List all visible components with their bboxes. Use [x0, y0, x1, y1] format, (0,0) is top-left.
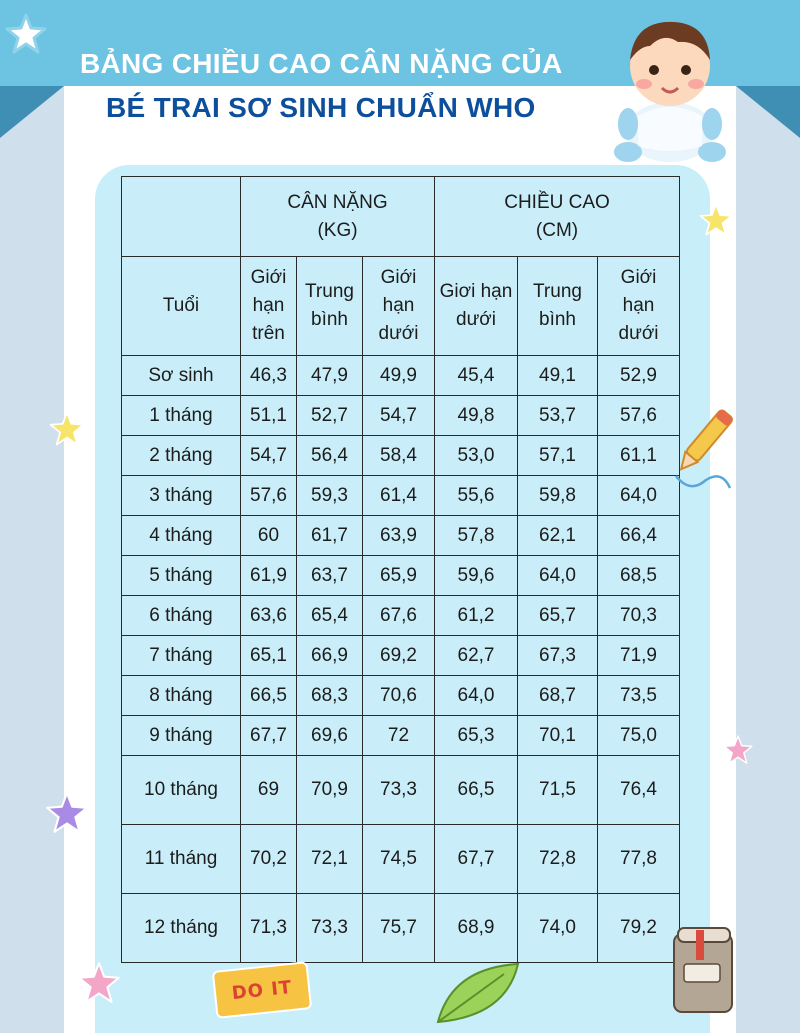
- height-lower-cell-a: 49,8: [435, 396, 518, 436]
- weight-upper-limit-header: Giới hạn trên: [241, 257, 297, 356]
- height-average-cell: 71,5: [518, 756, 598, 825]
- height-lower-cell-b: 61,1: [598, 436, 680, 476]
- height-average-header: Trung bình: [518, 257, 598, 356]
- table-row: [122, 756, 680, 825]
- height-lower-cell-a: 53,0: [435, 436, 518, 476]
- pen-icon: [666, 404, 736, 496]
- corner-cell: [122, 177, 241, 257]
- weight-upper-cell: 60: [241, 516, 297, 556]
- height-average-cell: 57,1: [518, 436, 598, 476]
- table-row: [122, 676, 680, 716]
- height-lower-cell-a: 62,7: [435, 636, 518, 676]
- height-lower-cell-a: 61,2: [435, 596, 518, 636]
- age-cell: 2 tháng: [122, 436, 241, 476]
- weight-average-cell: 59,3: [297, 476, 363, 516]
- height-lower-cell-b: 52,9: [598, 356, 680, 396]
- weight-upper-cell: 57,6: [241, 476, 297, 516]
- weight-average-cell: 72,1: [297, 825, 363, 894]
- weight-average-cell: 56,4: [297, 436, 363, 476]
- page-title-line-1: BẢNG CHIỀU CAO CÂN NẶNG CỦA: [80, 48, 563, 79]
- height-lower-cell-b: 70,3: [598, 596, 680, 636]
- age-cell: 10 tháng: [122, 756, 241, 825]
- table-row: [122, 716, 680, 756]
- weight-upper-cell: 70,2: [241, 825, 297, 894]
- star-icon: [44, 790, 90, 836]
- height-average-cell: 62,1: [518, 516, 598, 556]
- age-column-header: Tuổi: [122, 257, 241, 356]
- weight-upper-cell: 63,6: [241, 596, 297, 636]
- height-lower-limit-header-b: Giới hạn dưới: [598, 257, 680, 356]
- age-cell: 7 tháng: [122, 636, 241, 676]
- weight-lower-cell: 65,9: [363, 556, 435, 596]
- do-it-sticker-icon: DO IT: [212, 961, 312, 1019]
- height-average-cell: 64,0: [518, 556, 598, 596]
- weight-average-cell: 65,4: [297, 596, 363, 636]
- weight-lower-cell: 70,6: [363, 676, 435, 716]
- height-lower-cell-b: 68,5: [598, 556, 680, 596]
- height-lower-cell-a: 59,6: [435, 556, 518, 596]
- header-band-fold-right: [736, 86, 800, 138]
- height-lower-cell-a: 68,9: [435, 894, 518, 963]
- weight-upper-cell: 69: [241, 756, 297, 825]
- leaf-icon: [432, 958, 524, 1028]
- weight-group-header: CÂN NẶNG (KG): [241, 177, 435, 257]
- table-row: [122, 556, 680, 596]
- age-cell: Sơ sinh: [122, 356, 241, 396]
- height-average-cell: 72,8: [518, 825, 598, 894]
- weight-average-cell: 70,9: [297, 756, 363, 825]
- height-lower-cell-b: 76,4: [598, 756, 680, 825]
- age-cell: 9 tháng: [122, 716, 241, 756]
- height-lower-cell-a: 65,3: [435, 716, 518, 756]
- height-average-cell: 70,1: [518, 716, 598, 756]
- height-lower-cell-a: 57,8: [435, 516, 518, 556]
- table-row: [122, 596, 680, 636]
- weight-lower-cell: 74,5: [363, 825, 435, 894]
- star-icon: [76, 960, 122, 1006]
- book-icon: [668, 924, 740, 1016]
- weight-upper-cell: 54,7: [241, 436, 297, 476]
- weight-lower-cell: 75,7: [363, 894, 435, 963]
- star-icon: [698, 202, 734, 238]
- height-lower-limit-header-a: Giơi hạn dưới: [435, 257, 518, 356]
- table-row: [122, 825, 680, 894]
- weight-lower-cell: 72: [363, 716, 435, 756]
- height-lower-cell-a: 66,5: [435, 756, 518, 825]
- weight-lower-cell: 54,7: [363, 396, 435, 436]
- table-row: [122, 516, 680, 556]
- height-lower-cell-b: 64,0: [598, 476, 680, 516]
- age-cell: 4 tháng: [122, 516, 241, 556]
- height-average-cell: 67,3: [518, 636, 598, 676]
- height-average-cell: 59,8: [518, 476, 598, 516]
- star-icon: [48, 410, 86, 448]
- table-body: [122, 356, 680, 963]
- weight-lower-cell: 73,3: [363, 756, 435, 825]
- weight-average-cell: 69,6: [297, 716, 363, 756]
- table-row: [122, 636, 680, 676]
- page-title-line-2: BÉ TRAI SƠ SINH CHUẨN WHO: [106, 92, 536, 123]
- table-row: [122, 894, 680, 963]
- weight-lower-cell: 67,6: [363, 596, 435, 636]
- header-band-fold-left: [0, 86, 64, 138]
- weight-upper-cell: 51,1: [241, 396, 297, 436]
- weight-average-cell: 47,9: [297, 356, 363, 396]
- height-lower-cell-a: 67,7: [435, 825, 518, 894]
- weight-lower-cell: 58,4: [363, 436, 435, 476]
- age-cell: 5 tháng: [122, 556, 241, 596]
- height-average-cell: 53,7: [518, 396, 598, 436]
- age-cell: 3 tháng: [122, 476, 241, 516]
- star-icon: [722, 734, 754, 766]
- height-lower-cell-a: 55,6: [435, 476, 518, 516]
- weight-upper-cell: 46,3: [241, 356, 297, 396]
- height-lower-cell-b: 73,5: [598, 676, 680, 716]
- weight-average-header: Trung bình: [297, 257, 363, 356]
- height-average-cell: 68,7: [518, 676, 598, 716]
- weight-average-cell: 73,3: [297, 894, 363, 963]
- height-group-header: CHIỀU CAO (CM): [435, 177, 680, 257]
- height-lower-cell-a: 64,0: [435, 676, 518, 716]
- height-lower-cell-a: 45,4: [435, 356, 518, 396]
- weight-average-cell: 63,7: [297, 556, 363, 596]
- table-row: [122, 356, 680, 396]
- height-lower-cell-b: 75,0: [598, 716, 680, 756]
- weight-average-cell: 61,7: [297, 516, 363, 556]
- weight-lower-cell: 69,2: [363, 636, 435, 676]
- weight-lower-limit-header: Giới hạn dưới: [363, 257, 435, 356]
- age-cell: 11 tháng: [122, 825, 241, 894]
- weight-upper-cell: 71,3: [241, 894, 297, 963]
- weight-average-cell: 68,3: [297, 676, 363, 716]
- age-cell: 8 tháng: [122, 676, 241, 716]
- weight-average-cell: 66,9: [297, 636, 363, 676]
- weight-average-cell: 52,7: [297, 396, 363, 436]
- table-row: [122, 436, 680, 476]
- height-average-cell: 49,1: [518, 356, 598, 396]
- weight-upper-cell: 65,1: [241, 636, 297, 676]
- age-cell: 6 tháng: [122, 596, 241, 636]
- weight-lower-cell: 63,9: [363, 516, 435, 556]
- weight-upper-cell: 67,7: [241, 716, 297, 756]
- age-cell: 12 tháng: [122, 894, 241, 963]
- weight-lower-cell: 49,9: [363, 356, 435, 396]
- star-icon: [4, 12, 48, 56]
- weight-upper-cell: 61,9: [241, 556, 297, 596]
- height-lower-cell-b: 71,9: [598, 636, 680, 676]
- growth-chart-table: [121, 176, 680, 963]
- weight-upper-cell: 66,5: [241, 676, 297, 716]
- height-lower-cell-b: 66,4: [598, 516, 680, 556]
- height-lower-cell-b: 57,6: [598, 396, 680, 436]
- weight-lower-cell: 61,4: [363, 476, 435, 516]
- height-lower-cell-b: 77,8: [598, 825, 680, 894]
- height-lower-cell-b: 79,2: [598, 894, 680, 963]
- height-average-cell: 65,7: [518, 596, 598, 636]
- baby-mascot-icon: [604, 6, 736, 168]
- table-row: [122, 476, 680, 516]
- table-row: [122, 396, 680, 436]
- age-cell: 1 tháng: [122, 396, 241, 436]
- height-average-cell: 74,0: [518, 894, 598, 963]
